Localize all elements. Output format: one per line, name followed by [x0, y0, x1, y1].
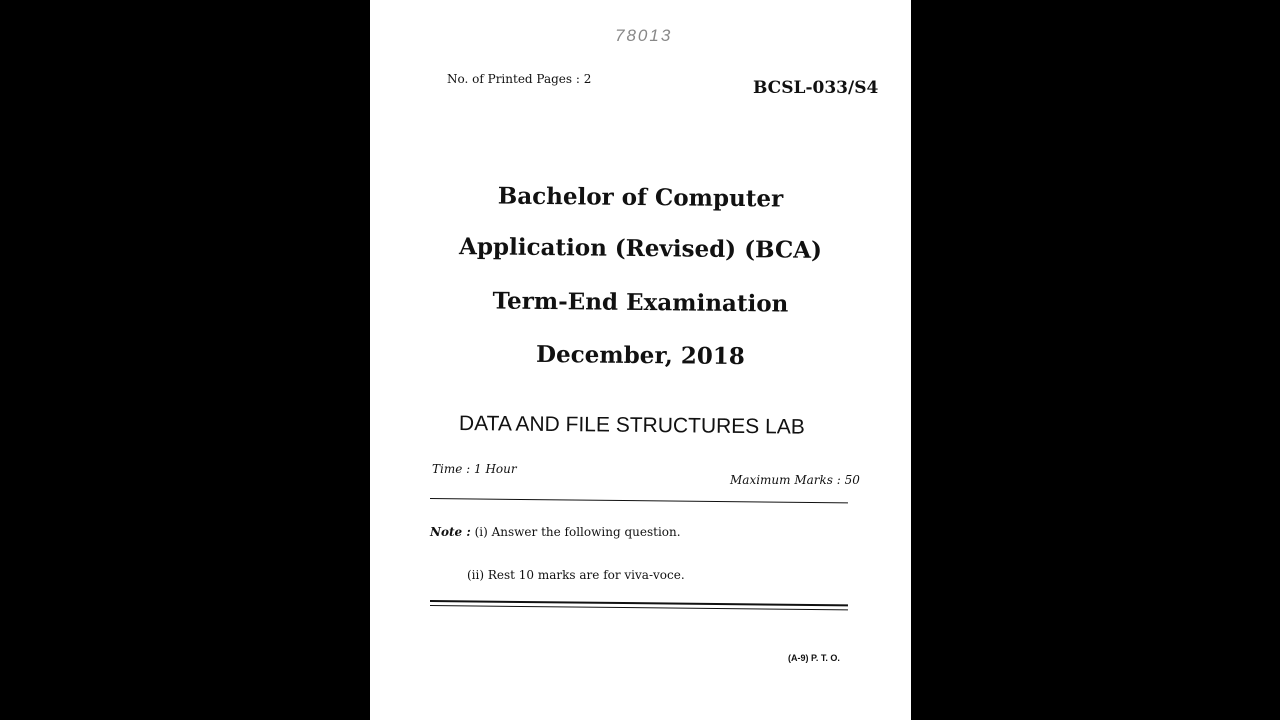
exam-paper-page — [370, 0, 911, 720]
page-footer: (A-9) P. T. O. — [788, 653, 840, 663]
maximum-marks: Maximum Marks : 50 — [730, 473, 860, 487]
note-1 — [430, 525, 681, 539]
exam-date: December, 2018 — [535, 340, 746, 371]
handwritten-code: 78013 — [615, 26, 673, 45]
subject-title: DATA AND FILE STRUCTURES LAB — [458, 412, 805, 439]
divider — [430, 605, 848, 610]
title-line-3: Term-End Examination — [492, 287, 789, 318]
title-line-2: Application (Revised) (BCA) — [458, 233, 823, 264]
divider — [430, 498, 848, 503]
note-label: Note : — [430, 525, 471, 539]
paper-code: BCSL-033/S4 — [753, 78, 879, 98]
note-item: (i) Answer the following question. — [474, 525, 681, 539]
time-allowed: Time : 1 Hour — [432, 462, 517, 476]
title-line-1: Bachelor of Computer — [497, 182, 784, 213]
printed-pages-count: No. of Printed Pages : 2 — [447, 72, 592, 86]
note-item: (ii) Rest 10 marks are for viva-voce. — [467, 568, 685, 582]
